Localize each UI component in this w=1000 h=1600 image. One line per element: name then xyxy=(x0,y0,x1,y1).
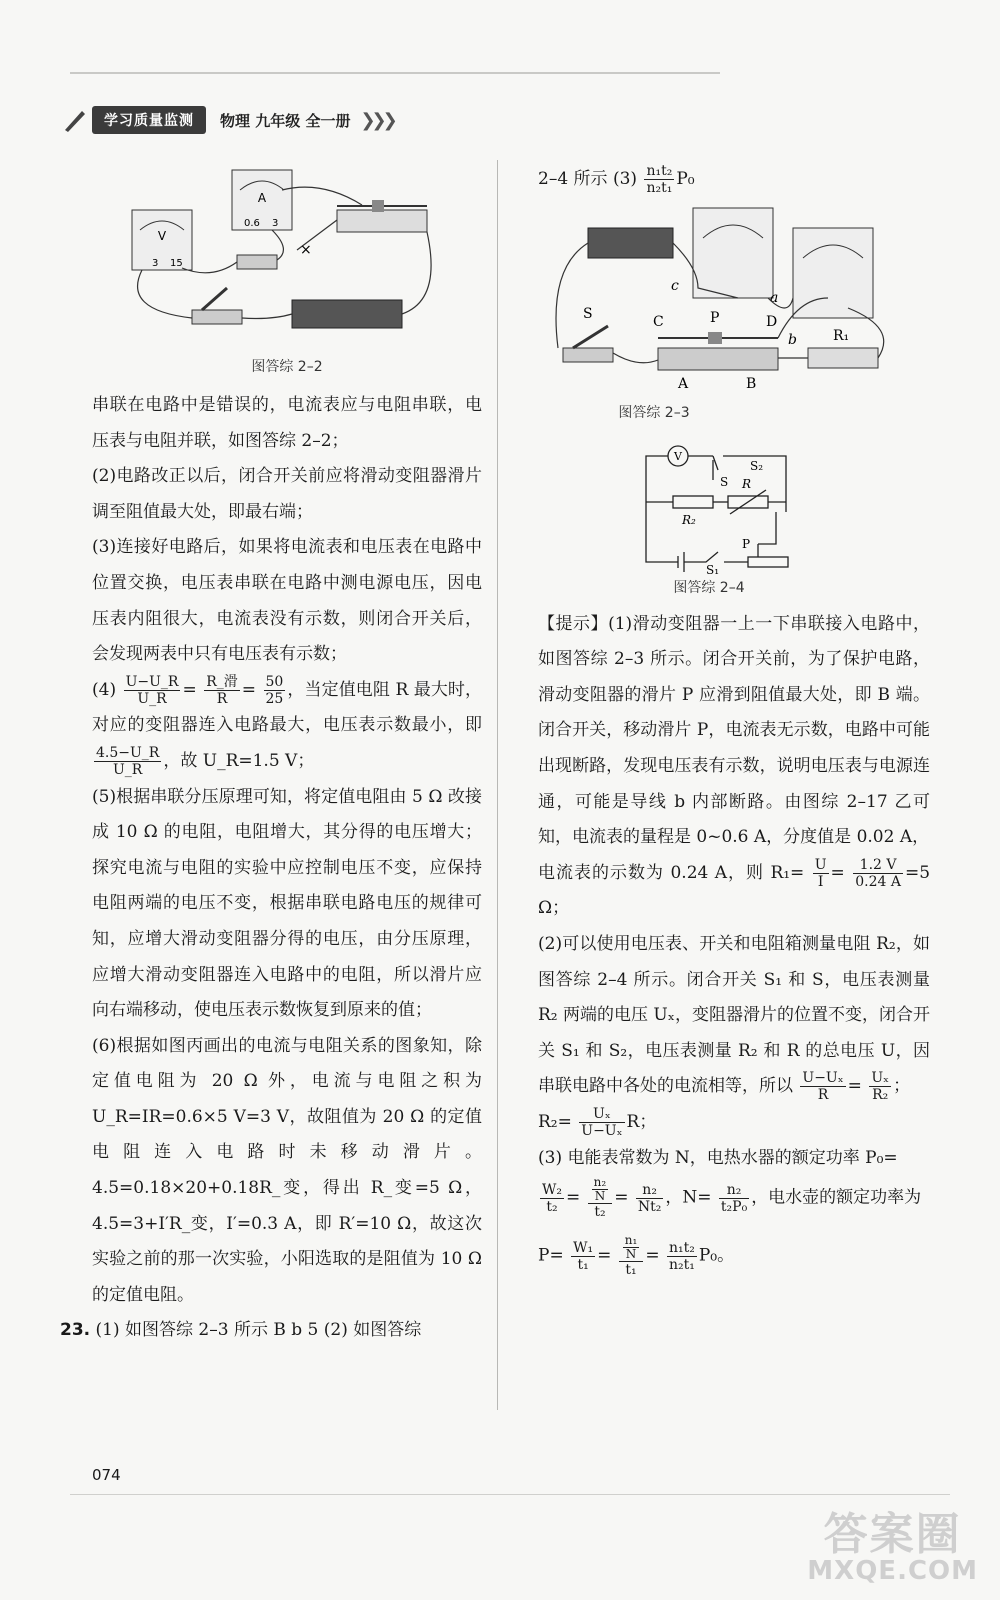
question-text: (1) 如图答综 2–3 所示 B b 5 (2) 如图答综 xyxy=(95,1320,422,1341)
page-header xyxy=(62,104,394,136)
hint-2: (2)可以使用电压表、开关和电阻箱测量电阻 R₂，如图答综 2–4 所示。闭合开关 S₁ 和 S，电压表测量 R₂ 两端的电压 Uₓ，变阻器滑片的位置不变，闭合开关 S₁ 和 S₂，电压表测量 R₂ 和 R 的总电压 U，因串联电路中各处的电流相等，所以 $\frac{\text{U−Uₓ}}{R}$ = $\frac{\text{Uₓ}}{\text{R₂}}$ ； xyxy=(538,933,930,1104)
question-23 xyxy=(60,1313,482,1349)
figure-2-2 xyxy=(122,160,482,376)
fraction: $\frac{\text{W₂}}{\text{t₂}}$ xyxy=(542,1181,563,1215)
label-V: V xyxy=(674,449,682,463)
circuit-photo-2-3 xyxy=(538,198,918,398)
figure-caption: 图答综 2–4 xyxy=(673,579,745,596)
fraction: $\frac{\text{n₁t₂}}{\text{n₂t₁}}$ xyxy=(668,1239,695,1273)
figure-2-3 xyxy=(538,198,930,422)
figure-2-4 xyxy=(638,440,930,597)
label-c: c xyxy=(671,277,679,294)
ammeter-label: A xyxy=(257,191,267,205)
paragraph-2: (2)电路改正以后，闭合开关前应将滑动变阻器滑片调至阻值最大处，即最右端； xyxy=(92,466,482,522)
fraction: $\frac{\text{n₁t₂}}{\text{n₂t₁}}$ xyxy=(646,163,673,196)
fraction: $\frac{\text{n₂}}{\text{t₂P₀}}$ xyxy=(720,1181,748,1215)
column-divider xyxy=(497,160,498,1410)
hint-3: (3) 电能表常数为 N，电热水器的额定功率 P₀= $\frac{\text{W₂}}{\text{t₂}}$ = $\frac{\frac{\text{n₂}}{N}}{\text{t₂}}$ = $\frac{\text{n₂}}{\text{Nt₂}}$ ，N= $\frac{\text{n₂}}{\text{t₂P₀}}$ ，电水壶的额定功率为 xyxy=(538,1147,922,1221)
paragraph-4: (4) $\frac{U-U\_R}{U\_R}$ = $\frac{\text{R\_滑}}{R}$ = $\frac{50}{25}$ ，当定值电阻 R 最大时，对应的变阻器连入电路最大，电压表示数最小，即 $\frac{4.5-U\_R}{U\_R}$ ，故 U_R=1.5 V； xyxy=(92,673,483,778)
label-S: S xyxy=(583,305,593,322)
fraction: $\frac{\text{n₂}}{\text{Nt₂}}$ xyxy=(637,1181,662,1215)
svg-text:×: × xyxy=(300,242,312,258)
figure-caption: 图答综 2–3 xyxy=(618,404,690,421)
label-C: C xyxy=(653,313,664,330)
figure-caption: 图答综 2–2 xyxy=(251,359,323,375)
fraction: $\frac{\frac{\text{n₂}}{N}}{\text{t₂}}$ xyxy=(588,1176,613,1220)
item-label: (4) xyxy=(92,679,117,700)
paragraph-1: 串联在电路中是错误的，电流表应与电阻串联，电压表与电阻并联，如图答综 2–2； xyxy=(92,395,482,451)
page-number: 074 xyxy=(92,1466,121,1484)
paragraph-3: (3)连接好电路后，如果将电流表和电压表在电路中位置交换，电压表串联在电路中测电源电压，因电压表内阻很大，电流表没有示数，则闭合开关后，会发现两表中只有电压表有示数； xyxy=(92,537,482,665)
series-tag: 学习质量监测 xyxy=(92,106,206,134)
fraction: $\frac{1.2 V}{0.24 A}$ xyxy=(855,856,901,890)
fraction: $\frac{\text{Uₓ}}{\text{R₂}}$ xyxy=(871,1070,890,1104)
label-R: R xyxy=(742,476,752,491)
label-R1: R₁ xyxy=(833,327,850,344)
label-B: B xyxy=(746,375,757,392)
voltmeter-label: V xyxy=(157,229,167,243)
chevron-icon: ❯❯❯ xyxy=(360,109,394,131)
left-column xyxy=(60,160,483,1349)
label-P: P xyxy=(742,536,751,551)
label-S1: S₁ xyxy=(706,562,720,575)
fraction: $\frac{U-U\_R}{U\_R}$ xyxy=(125,673,179,707)
label-S: S xyxy=(720,474,729,489)
circuit-photo-2-2 xyxy=(122,160,452,350)
bottom-rule xyxy=(70,1494,950,1495)
label-S2: S₂ xyxy=(750,458,764,473)
hint-2-result: R₂= $\frac{\text{Uₓ}}{\text{U−Uₓ}}$ R； xyxy=(538,1105,657,1139)
right-column xyxy=(538,160,930,1278)
hint-1-result: 电流表的示数为 0.24 A，则 R₁= $\frac{U}{I}$ = $\frac{1.2 V}{0.24 A}$ =5 Ω； xyxy=(538,856,931,919)
label-b: b xyxy=(788,331,797,348)
fraction: $\frac{\text{U−Uₓ}}{R}$ xyxy=(802,1070,844,1104)
answer-line: 2–4 所示 (3) $\frac{\text{n₁t₂}}{\text{n₂t₁}}$ P₀ xyxy=(538,163,695,196)
label-R2: R₂ xyxy=(682,512,696,527)
circuit-diagram-2-4 xyxy=(638,440,798,575)
fraction: $\frac{4.5-U\_R}{U\_R}$ xyxy=(96,744,160,778)
fraction: $\frac{\text{Uₓ}}{\text{U−Uₓ}}$ xyxy=(581,1105,623,1139)
watermark-line1: 答案圈 xyxy=(823,1509,962,1560)
fraction: $\frac{\text{R\_滑}}{R}$ xyxy=(206,673,238,707)
watermark xyxy=(807,1498,978,1586)
a-terminal-3: 3 xyxy=(272,218,279,229)
hint-4: P= $\frac{\text{W₁}}{\text{t₁}}$ = $\frac{\frac{\text{n₁}}{N}}{\text{t₁}}$ = $\frac{\text{n₁t₂}}{\text{n₂t₁}}$ P₀。 xyxy=(538,1233,735,1279)
fraction: $\frac{\frac{\text{n₁}}{N}}{\text{t₁}}$ xyxy=(619,1234,644,1278)
paragraph-6: (6)根据如图丙画出的电流与电阻关系的图象知，除定值电阻为 20 Ω 外，电流与电阻之积为 U_R=IR=0.6×5 V=3 V，故阻值为 20 Ω 的定值电阻连入电路时未移动滑片。4.5=0.18×20+0.18R_变，得出 R_变=5 Ω，4.5=3+I′R_变，I′=0.3 A，即 R′=10 Ω，故这次实验之前的那一次实验，小阳选取的是阻值为 10 Ω 的定值电阻。 xyxy=(92,1035,482,1305)
subject-label: 物理 九年级 全一册 xyxy=(220,111,351,130)
fraction: $\frac{U}{I}$ xyxy=(814,856,827,890)
top-rule xyxy=(70,72,720,74)
a-terminal-06: 0.6 xyxy=(244,218,260,229)
fraction: $\frac{50}{25}$ xyxy=(265,673,284,707)
fraction: $\frac{\text{W₁}}{\text{t₁}}$ xyxy=(573,1239,594,1273)
question-number: 23. xyxy=(60,1320,91,1341)
label-D: D xyxy=(766,313,778,330)
watermark-line2: MXQE.COM xyxy=(807,1556,978,1586)
paragraph-5: (5)根据串联分压原理可知，将定值电阻由 5 Ω 改接成 10 Ω 的电阻，电阻增大，其分得的电压增大；探究电流与电阻的实验中应控制电压不变，应保持电阻两端的电压不变，根据串联电路电压的规律可知，应增大滑动变阻器分得的电压，由分压原理，应增大滑动变阻器连入电路中的电阻，所以滑片应向右端移动，使电压表示数恢复到原来的值； xyxy=(92,786,482,1021)
v-terminal-15: 15 xyxy=(170,258,183,269)
label-a: a xyxy=(770,289,779,306)
hint-1: 【提示】(1)滑动变阻器一上一下串联接入电路中，如图答综 2–3 所示。闭合开关前，为了保护电路，滑动变阻器的滑片 P 应滑到阻值最大处，即 B 端。闭合开关，移动滑片 P，电流表无示数，电路中可能出现断路，发现电压表有示数，说明电压表与电源连通，可能是导线 b 内部断路。由图综 2–17 乙可知，电流表的量程是 0~0.6 A，分度值是 0.02 A， xyxy=(538,613,930,848)
label-A: A xyxy=(678,375,689,392)
pen-icon xyxy=(62,107,88,133)
v-terminal-3: 3 xyxy=(152,258,159,269)
label-P: P xyxy=(710,309,720,326)
